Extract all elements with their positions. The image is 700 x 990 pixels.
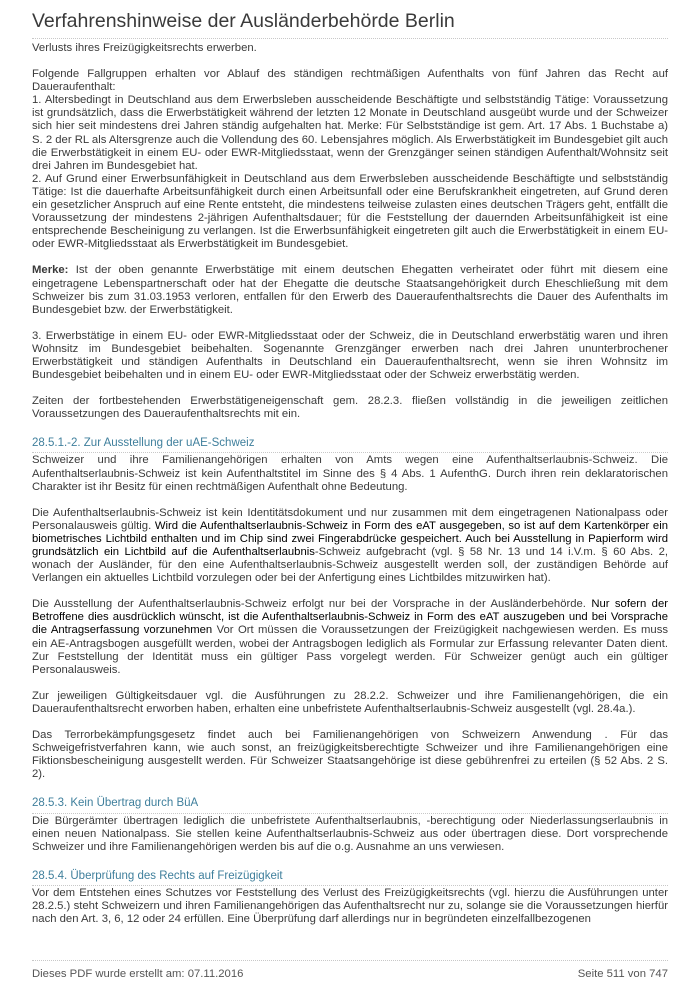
page-footer: [32, 960, 668, 980]
footer-page-number: Seite 511 von 747: [577, 968, 668, 980]
document-body: [32, 42, 668, 926]
highlighted-text: Nur sofern der Betroffene dies ausdrücklich wünscht, ist die Aufenthaltserlaubnis-Schweiz in Form des eAT auszugeben und bei Vorsprache die Antragserfassung vorzunehmen: [32, 598, 668, 637]
paragraph: 2. Auf Grund einer Erwerbsunfähigkeit in Deutschland aus dem Erwerbsleben ausscheidende Beschäftigte und selbstständig Tätige: Ist die dauerhafte Arbeitsunfähigkeit durch einen Arbeitsunfall oder eine Berufskrankheit eingetreten, auf Grund deren ein gesetzlicher Anspruch auf eine Rente entsteht, die mindestens teilweise zulasten eines deutschen Trägers geht, entfällt die Voraussetzung der mindestens 2-jährigen Aufenthaltsdauer; für die Feststellung der dauernden Arbeitsunfähigkeit ist eine entsprechende Bescheinigung zu verlangen. Ist die Erwerbsunfähigkeit eingetreten gilt auch die Erwerbstätigkeit in einem EU- oder EWR-Mitgliedsstaat als Erwerbstätigkeit im Bundesgebiet.: [32, 172, 668, 251]
text-run: -Schweiz aufgebracht (vgl. § 58 Nr. 13 und 14 i.V.m. § 60 Abs. 2, wonach der Ausländer, für den eine Aufenthaltserlaubnis-Schweiz ausgestellt werden soll, der zuständigen Behörde auf Verlangen ein aktuelles Lichtbild vorzulegen oder bei der Anfertigung eines Lichtbildes mitzuwirken hat).: [32, 546, 668, 585]
text-run: Vor Ort müssen die Voraussetzungen der Freizügigkeit nachgewiesen werden. Es muss ein AE-Antragsbogen ausgefüllt werden, wobei der Antragsbogen lediglich als Formular zur Erfassung relevanter Daten dient. Zur Feststellung der Identität muss ein gültiger Pass vorgelegt werden. Für Schweizer genügt auch ein gültiger Personalausweis.: [32, 624, 668, 676]
highlighted-text: Wird die Aufenthaltserlaubnis-Schweiz in Form des eAT ausgegeben, so ist auf dem Kartenkörper ein biometrisches Lichtbild enthalten und im Chip sind zwei Fingerabdrücke gespeichert. Auch bei Ausstellung in Papierform wird grundsätzlich ein Lichtbild auf die Aufenthaltserlaubnis: [32, 519, 668, 558]
paragraph: Zeiten der fortbestehenden Erwerbstätigeneigenschaft gem. 28.2.3. fließen vollständig in die jeweiligen zeitlichen Voraussetzungen des Daueraufenthaltsrechts mit ein.: [32, 395, 668, 421]
paragraph: Die Bürgerämter übertragen lediglich die unbefristete Aufenthaltserlaubnis, -berechtigung oder Niederlassungserlaubnis in einen neuen Nationalpass. Sie stellen keine Aufenthaltserlaubnis-Schweiz aus oder übertragen diese. Dort vorsprechende Schweizer und ihre Familienangehörigen werden bis auf die o.g. Ausnahme an uns verwiesen.: [32, 814, 668, 853]
text-run: Die Ausstellung der Aufenthaltserlaubnis-Schweiz erfolgt nur bei der Vorsprache in der Ausländerbehörde.: [32, 598, 592, 611]
paragraph: [32, 507, 668, 586]
footer-created-date: Dieses PDF wurde erstellt am: 07.11.2016: [32, 968, 244, 980]
merke-text: Ist der oben genannte Erwerbstätige mit einem deutschen Ehegatten verheiratet oder führt mit diesem eine eingetragene Lebenspartnerschaft oder hat der Ehegatte die deutsche Staatsangehörigkeit durch Eheschließung mit dem Schweizer bis zum 31.03.1953 verloren, entfallen für den Erwerb des Daueraufenthaltsrechts die Dauer des Aufenthalts im Bundesgebiet bzw. der Erwerbstätigkeit.: [32, 264, 668, 316]
paragraph: Das Terrorbekämpfungsgesetz findet auch bei Familienangehörigen von Schweizern Anwendung . Für das Schweigefristverfahren kann, wie auch sonst, an freizügigkeitsberechtigte Schweizer und ihre Familienangehörigen eine Fiktionsbescheinigung ausgestellt werden. Für Schweizer Staatsangehörige ist diese gebührenfrei zu erteilen (§ 52 Abs. 2 S. 2).: [32, 729, 668, 781]
paragraph: 1. Altersbedingt in Deutschland aus dem Erwerbsleben ausscheidende Beschäftigte und selbstständig Tätige: Voraussetzung ist grundsätzlich, dass die Erwerbstätigkeit während der letzten 12 Monate in Deutschland ausgeübt wurde und der Schweizer sich hier seit mindestens drei Jahren ständig aufgehalten hat. Merke: Für Selbstständige ist gem. Art. 17 Abs. 1 Buchstabe a) S. 2 der RL als Altersgrenze auch die Vollendung des 60. Lebensjahres möglich. Als Erwerbstätigkeit im Bundesgebiet gilt auch die Erwerbstätigkeit in einem EU- oder EWR-Mitgliedsstaat, wenn der Grenzgänger seinen ständigen Aufenthalt/Wohnsitz seit drei Jahren im Bundesgebiet hat.: [32, 94, 668, 172]
paragraph: [32, 598, 668, 677]
paragraph: Verlusts ihres Freizügigkeitsrechts erwerben.: [32, 42, 257, 54]
paragraph: Schweizer und ihre Familienangehörigen erhalten von Amts wegen eine Aufenthaltserlaubnis-Schweiz. Die Aufenthaltserlaubnis-Schweiz ist kein Aufenthaltstitel im Sinne des § 4 Abs. 1 AufenthG. Durch ihren rein deklaratorischen Charakter ist ihr Besitz für einen rechtmäßigen Aufenthalt ohne Bedeutung.: [32, 454, 668, 493]
section-heading: 28.5.4. Überprüfung des Rechts auf Freizügigkeit: [32, 870, 668, 886]
merke-paragraph: [32, 264, 668, 316]
section-heading: 28.5.3. Kein Übertrag durch BüA: [32, 797, 668, 813]
page-header: [32, 0, 668, 39]
section-heading: 28.5.1.-2. Zur Ausstellung der uAE-Schweiz: [32, 437, 668, 453]
text-run: Die Aufenthaltserlaubnis-Schweiz ist kein Identitätsdokument und nur zusammen mit dem eingetragenen Nationalpass oder Personalausweis gültig.: [32, 506, 668, 532]
paragraph: Folgende Fallgruppen erhalten vor Ablauf des ständigen rechtmäßigen Aufenthalts von fünf Jahren das Recht auf Daueraufenthalt:: [32, 68, 668, 94]
paragraph: 3. Erwerbstätige in einem EU- oder EWR-Mitgliedsstaat oder der Schweiz, die in Deutschland erwerbstätig waren und ihren Wohnsitz im Bundesgebiet beibehalten. Sogenannte Grenzgänger erwerben nach drei Jahren ununterbrochener Erwerbstätigkeit und ständigen Aufenthalts in Deutschland ein Daueraufenthaltsrecht, wenn sie ihren Wohnsitz im Bundesgebiet beibehalten und in einem EU- oder EWR-Mitgliedsstaat oder der Schweiz erwerbstätig werden.: [32, 329, 668, 382]
paragraph: Zur jeweiligen Gültigkeitsdauer vgl. die Ausführungen zu 28.2.2. Schweizer und ihre Familienangehörigen, die ein Daueraufenthaltsrecht erworben haben, erhalten eine unbefristete Aufenthaltserlaubnis-Schweiz ausgestellt (vgl. 28.4a.).: [32, 689, 668, 715]
page-title: Verfahrenshinweise der Ausländerbehörde Berlin: [32, 10, 455, 32]
paragraph: Vor dem Entstehen eines Schutzes vor Feststellung des Verlust des Freizügigkeitsrechts (vgl. hierzu die Ausführungen unter 28.2.5.) steht Schweizern und ihren Familienangehörigen das Aufenthaltsrecht nur zu, solange sie die Voraussetzungen hierfür nach den Art. 3, 6, 12 oder 24 erfüllen. Eine Überprüfung darf allerdings nur in begründeten einzelfallbezogenen: [32, 886, 668, 926]
merke-label: Merke:: [32, 264, 69, 277]
